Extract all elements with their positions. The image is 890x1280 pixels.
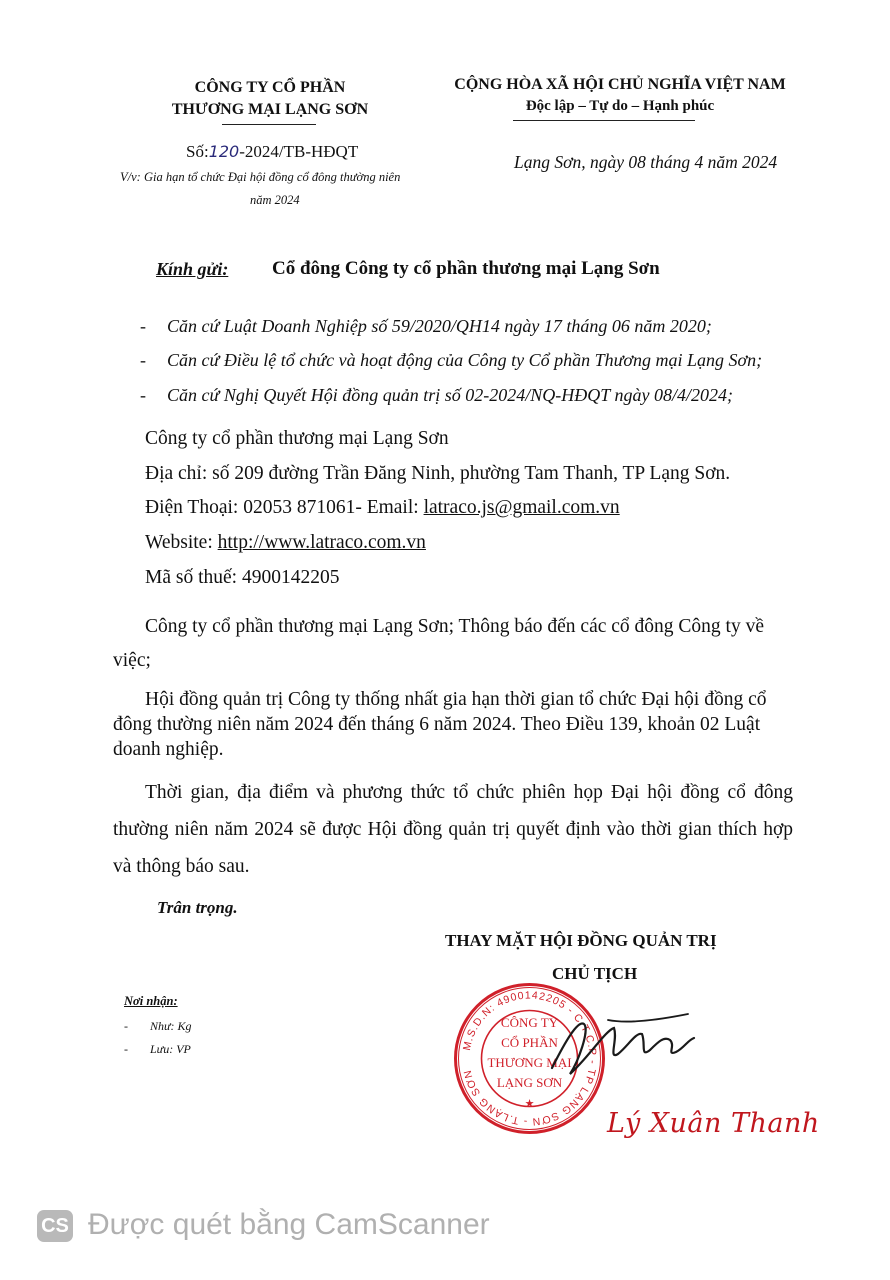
body-paragraph-2: Hội đồng quản trị Công ty thống nhất gia hạn thời gian tổ chức Đại hội đồng cổ đông thường niên năm 2024 đến tháng 6 năm 2024. Theo Điều 139, khoản 02 Luật doanh nghiệp. — [113, 689, 767, 760]
place-and-date: Lạng Sơn, ngày 08 tháng 4 năm 2024 — [514, 152, 778, 172]
company-info-contact — [145, 497, 620, 519]
chairman-title: CHỦ TỊCH — [552, 964, 638, 983]
bullet-dash: - — [124, 1042, 128, 1056]
website-label: Website: — [145, 532, 218, 553]
subject-line-2: năm 2024 — [250, 193, 300, 207]
seal-star-icon: ★ — [524, 1097, 535, 1110]
company-info-address: Địa chỉ: số 209 đường Trần Đăng Ninh, phường Tam Thanh, TP Lạng Sơn. — [145, 463, 731, 484]
company-info-tax-code: Mã số thuế: 4900142205 — [145, 567, 340, 588]
bullet-dash: - — [140, 385, 146, 405]
bullet-dash: - — [140, 316, 146, 336]
seal-center-line: LẠNG SƠN — [496, 1075, 563, 1090]
camscanner-watermark-text: Được quét bằng CamScanner — [88, 1208, 490, 1241]
national-title: CỘNG HÒA XÃ HỘI CHỦ NGHĨA VIỆT NAM — [454, 76, 786, 93]
recipient-item — [124, 1019, 192, 1034]
seal-center-line: CÔNG TY — [500, 1015, 559, 1030]
subject-line-1: V/v: Gia hạn tổ chức Đại hội đồng cổ đông thường niên — [120, 170, 401, 184]
recipient-text: Lưu: VP — [150, 1042, 191, 1056]
body-paragraph-1: Công ty cổ phần thương mại Lạng Sơn; Thông báo đến các cổ đông Công ty về việc; — [113, 616, 764, 671]
greeting-label: Kính gửi: — [156, 259, 229, 279]
document-number — [186, 142, 358, 162]
handwritten-signature — [548, 1010, 698, 1090]
seal-center-line: THƯƠNG MẠI — [487, 1055, 572, 1070]
recipient-text: Như: Kg — [150, 1019, 192, 1033]
phone-label: Điện Thoại: 02053 871061- Email: — [145, 497, 424, 518]
on-behalf-title: THAY MẶT HỘI ĐỒNG QUẢN TRỊ — [445, 931, 717, 950]
document-number-handwritten: 120 — [208, 142, 240, 161]
recipient-item — [124, 1042, 191, 1057]
national-motto: Độc lập – Tự do – Hạnh phúc — [525, 98, 715, 114]
basis-text: Căn cứ Nghị Quyết Hội đồng quản trị số 02-2024/NQ-HĐQT ngày 08/4/2024; — [167, 385, 733, 405]
bullet-dash: - — [140, 350, 146, 370]
document-number-prefix: Số: — [186, 142, 209, 161]
seal-ring-text: M.S.D.N: 4900142205 - C.T.C.P - TP LẠNG SƠN - T.LẠNG SƠN — [460, 989, 599, 1128]
recipients-label: Nơi nhận: — [124, 994, 178, 1008]
greeting-recipient: Cổ đông Công ty cổ phần thương mại Lạng Sơn — [272, 258, 660, 279]
bullet-dash: - — [124, 1019, 128, 1033]
document-number-suffix: -2024/TB-HĐQT — [239, 142, 359, 161]
signer-name: Lý Xuân Thanh — [607, 1108, 820, 1139]
basis-item — [140, 316, 712, 337]
company-info-website — [145, 532, 426, 554]
header-left-underline — [222, 124, 316, 125]
company-name-line-1: CÔNG TY CỔ PHẦN — [194, 79, 346, 96]
company-info-name: Công ty cổ phần thương mại Lạng Sơn — [145, 428, 449, 449]
basis-text: Căn cứ Điều lệ tổ chức và hoạt động của Công ty Cổ phần Thương mại Lạng Sơn; — [167, 350, 763, 370]
body-paragraph-3: Thời gian, địa điểm và phương thức tổ chức phiên họp Đại hội đồng cổ đông thường niên năm 2024 sẽ được Hội đồng quản trị quyết định vào thời gian thích hợp và thông báo sau. — [113, 782, 793, 877]
camscanner-logo-icon: CS — [37, 1210, 73, 1242]
company-name-line-2: THƯƠNG MẠI LẠNG SƠN — [171, 101, 369, 118]
header-right-underline — [513, 120, 695, 121]
basis-text: Căn cứ Luật Doanh Nghiệp số 59/2020/QH14 ngày 17 tháng 06 năm 2020; — [167, 316, 712, 336]
basis-item — [140, 385, 733, 406]
closing-salutation: Trân trọng. — [157, 898, 238, 917]
email-link[interactable]: latraco.js@gmail.com.vn — [423, 497, 620, 518]
basis-item — [140, 350, 762, 371]
website-link[interactable]: http://www.latraco.com.vn — [217, 532, 426, 553]
seal-center-line: CỔ PHẦN — [501, 1035, 558, 1050]
